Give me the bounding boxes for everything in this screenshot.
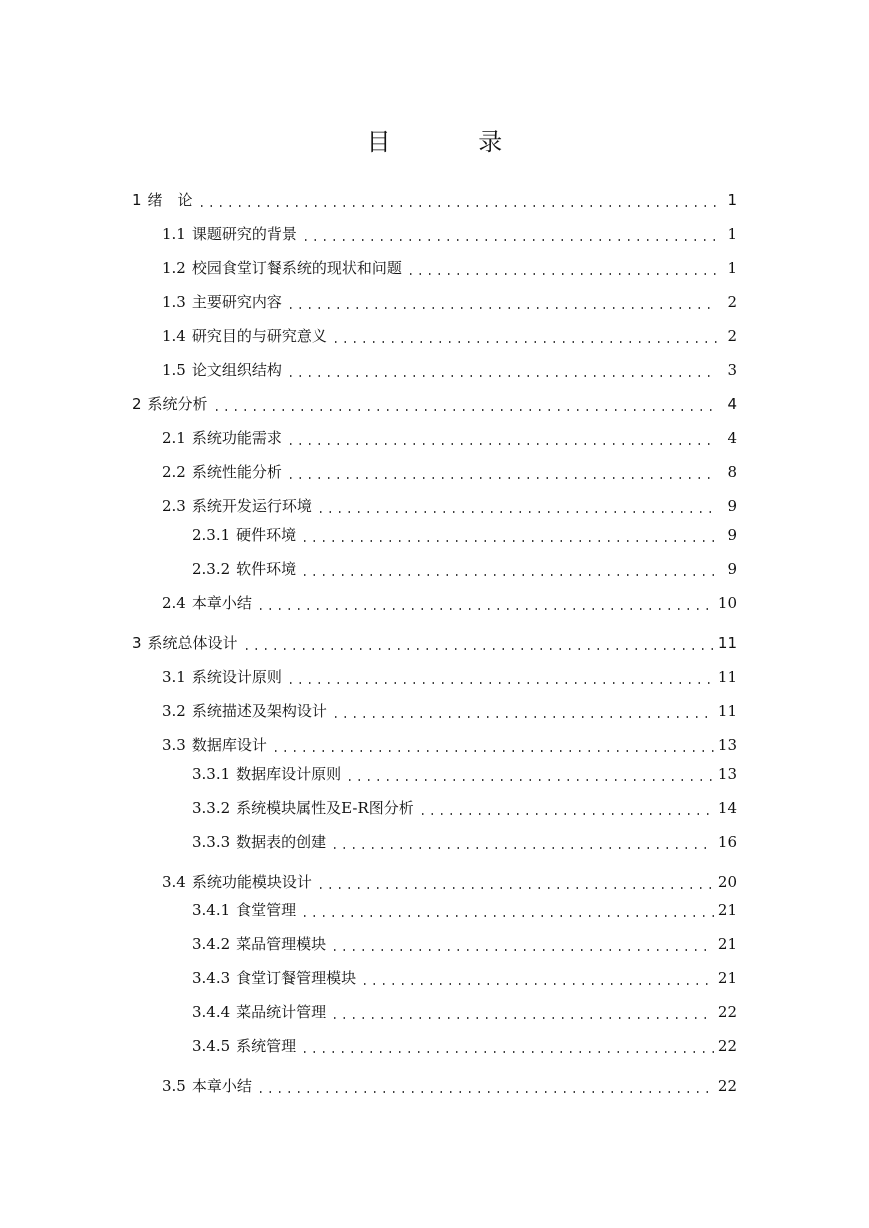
toc-page-number: 4: [727, 395, 737, 413]
toc-number: 3.4.4: [192, 1003, 231, 1021]
page-title: 目 录: [366, 128, 543, 156]
toc-label: 系统开发运行环境: [191, 497, 312, 515]
toc-number: 2.1: [162, 429, 186, 447]
toc-page-number: 9: [727, 497, 737, 515]
toc-number: 2.3: [162, 497, 186, 515]
dot-leader: [300, 559, 717, 579]
dot-leader: [197, 190, 717, 210]
toc-entry-section-1-4[interactable]: [162, 320, 737, 346]
toc-label: 系统分析: [147, 395, 208, 413]
dot-leader: [271, 735, 714, 755]
toc-entry-section-2-3[interactable]: [162, 490, 737, 516]
dot-leader: [300, 1036, 714, 1056]
toc-number: 3.2: [162, 702, 186, 720]
dot-leader: [360, 968, 714, 988]
toc-entry-section-3-2[interactable]: [162, 695, 737, 721]
toc-number: 3.5: [162, 1077, 186, 1095]
toc-page-number: 22: [717, 1003, 737, 1021]
toc-entry-subsection-2-3-2[interactable]: [192, 553, 737, 579]
toc-label: 数据表的创建: [236, 833, 327, 851]
toc-page-number: 21: [717, 901, 737, 919]
dot-leader: [406, 258, 717, 278]
toc-entry-chapter-2[interactable]: [132, 388, 737, 414]
toc-entry-subsection-3-4-2[interactable]: [192, 928, 737, 954]
toc-page-number: 2: [727, 327, 737, 345]
toc-entry-subsection-3-4-5[interactable]: [192, 1030, 737, 1056]
toc-label: 校园食堂订餐系统的现状和问题: [191, 259, 402, 277]
toc-label: 系统模块属性及E-R图分析: [236, 799, 414, 817]
toc-page-number: 22: [717, 1037, 737, 1055]
toc-label: 系统描述及架构设计: [191, 702, 327, 720]
toc-page-number: 1: [727, 191, 737, 209]
toc-number: 2.3.1: [192, 526, 231, 544]
toc-label: 绪 论: [147, 191, 193, 209]
dot-leader: [330, 832, 714, 852]
toc-number: 3.3: [162, 736, 186, 754]
toc-number: 1: [132, 191, 142, 209]
toc-page-number: 1: [727, 259, 737, 277]
dot-leader: [300, 900, 714, 920]
dot-leader: [286, 428, 717, 448]
dot-leader: [331, 326, 717, 346]
toc-number: 3: [132, 634, 142, 652]
toc-number: 1.1: [162, 225, 186, 243]
toc-entry-section-2-2[interactable]: [162, 456, 737, 482]
toc-page-number: 8: [727, 463, 737, 481]
toc-label: 系统管理: [236, 1037, 297, 1055]
toc-entry-section-3-5[interactable]: [162, 1070, 737, 1096]
toc-page-number: 3: [727, 361, 737, 379]
toc-number: 2: [132, 395, 142, 413]
dot-leader: [286, 360, 717, 380]
dot-leader: [330, 934, 714, 954]
toc-page-number: 14: [717, 799, 737, 817]
dot-leader: [300, 525, 717, 545]
toc-label: 系统总体设计: [147, 634, 238, 652]
toc-page-number: 2: [727, 293, 737, 311]
toc-number: 1.5: [162, 361, 186, 379]
toc-page-number: 1: [727, 225, 737, 243]
toc-label: 菜品管理模块: [236, 935, 327, 953]
dot-leader: [418, 798, 714, 818]
toc-page-number: 11: [717, 668, 737, 686]
toc-page-number: 21: [717, 935, 737, 953]
toc-page-number: 22: [717, 1077, 737, 1095]
toc-entry-section-2-4[interactable]: [162, 587, 737, 613]
toc-label: 系统性能分析: [191, 463, 282, 481]
toc-label: 系统功能需求: [191, 429, 282, 447]
toc-label: 菜品统计管理: [236, 1003, 327, 1021]
toc-entry-chapter-1[interactable]: [132, 184, 737, 210]
toc-label: 论文组织结构: [191, 361, 282, 379]
toc-entry-section-1-2[interactable]: [162, 252, 737, 278]
toc-number: 3.3.2: [192, 799, 231, 817]
toc-entry-section-1-1[interactable]: [162, 218, 737, 244]
dot-leader: [330, 1002, 714, 1022]
toc-label: 数据库设计原则: [236, 765, 342, 783]
toc-entry-section-3-1[interactable]: [162, 661, 737, 687]
toc-page-number: 4: [727, 429, 737, 447]
toc-page-number: 21: [717, 969, 737, 987]
toc-number: 2.4: [162, 594, 186, 612]
dot-leader: [331, 701, 714, 721]
dot-leader: [301, 224, 717, 244]
toc-entry-section-1-3[interactable]: [162, 286, 737, 312]
toc-page-number: 16: [717, 833, 737, 851]
toc-entry-subsection-3-3-1[interactable]: [192, 758, 737, 784]
dot-leader: [256, 1076, 714, 1096]
toc-label: 硬件环境: [236, 526, 297, 544]
toc-number: 2.3.2: [192, 560, 231, 578]
toc-label: 课题研究的背景: [191, 225, 297, 243]
toc-number: 3.4.3: [192, 969, 231, 987]
toc-number: 3.3.1: [192, 765, 231, 783]
dot-leader: [345, 764, 714, 784]
toc-page-number: 10: [717, 594, 737, 612]
toc-entry-subsection-3-3-3[interactable]: [192, 826, 737, 852]
toc-label: 系统功能模块设计: [191, 873, 312, 891]
toc-number: 3.4: [162, 873, 186, 891]
toc-entry-subsection-3-4-1[interactable]: [192, 894, 737, 920]
toc-number: 3.4.2: [192, 935, 231, 953]
dot-leader: [286, 292, 717, 312]
dot-leader: [316, 872, 714, 892]
toc-entry-chapter-3[interactable]: [132, 627, 737, 653]
dot-leader: [212, 394, 717, 414]
toc-label: 主要研究内容: [191, 293, 282, 311]
toc-entry-section-2-1[interactable]: [162, 422, 737, 448]
toc-entry-section-3-4[interactable]: [162, 866, 737, 892]
toc-page-number: 11: [717, 634, 737, 652]
toc-entry-section-3-3[interactable]: [162, 729, 737, 755]
toc-label: 研究目的与研究意义: [191, 327, 327, 345]
toc-label: 本章小结: [191, 594, 252, 612]
toc-label: 食堂管理: [236, 901, 297, 919]
dot-leader: [242, 633, 714, 653]
toc-label: 本章小结: [191, 1077, 252, 1095]
toc-label: 系统设计原则: [191, 668, 282, 686]
toc-page-number: 11: [717, 702, 737, 720]
toc-page-number: 20: [717, 873, 737, 891]
toc-number: 1.2: [162, 259, 186, 277]
dot-leader: [286, 462, 717, 482]
toc-number: 3.4.1: [192, 901, 231, 919]
toc-number: 3.1: [162, 668, 186, 686]
toc-label: 数据库设计: [191, 736, 267, 754]
toc-label: 软件环境: [236, 560, 297, 578]
toc-label: 食堂订餐管理模块: [236, 969, 357, 987]
dot-leader: [256, 593, 714, 613]
toc-number: 3.3.3: [192, 833, 231, 851]
toc-number: 1.3: [162, 293, 186, 311]
dot-leader: [286, 667, 714, 687]
toc-entry-subsection-3-4-4[interactable]: [192, 996, 737, 1022]
dot-leader: [316, 496, 717, 516]
toc-page-number: 13: [717, 765, 737, 783]
toc-page-number: 13: [717, 736, 737, 754]
toc-entry-subsection-3-3-2[interactable]: [192, 792, 737, 818]
toc-entry-section-1-5[interactable]: [162, 354, 737, 380]
toc-entry-subsection-2-3-1[interactable]: [192, 519, 737, 545]
toc-number: 2.2: [162, 463, 186, 481]
toc-page-number: 9: [727, 526, 737, 544]
toc-number: 1.4: [162, 327, 186, 345]
toc-entry-subsection-3-4-3[interactable]: [192, 962, 737, 988]
toc-page-number: 9: [727, 560, 737, 578]
toc-number: 3.4.5: [192, 1037, 231, 1055]
